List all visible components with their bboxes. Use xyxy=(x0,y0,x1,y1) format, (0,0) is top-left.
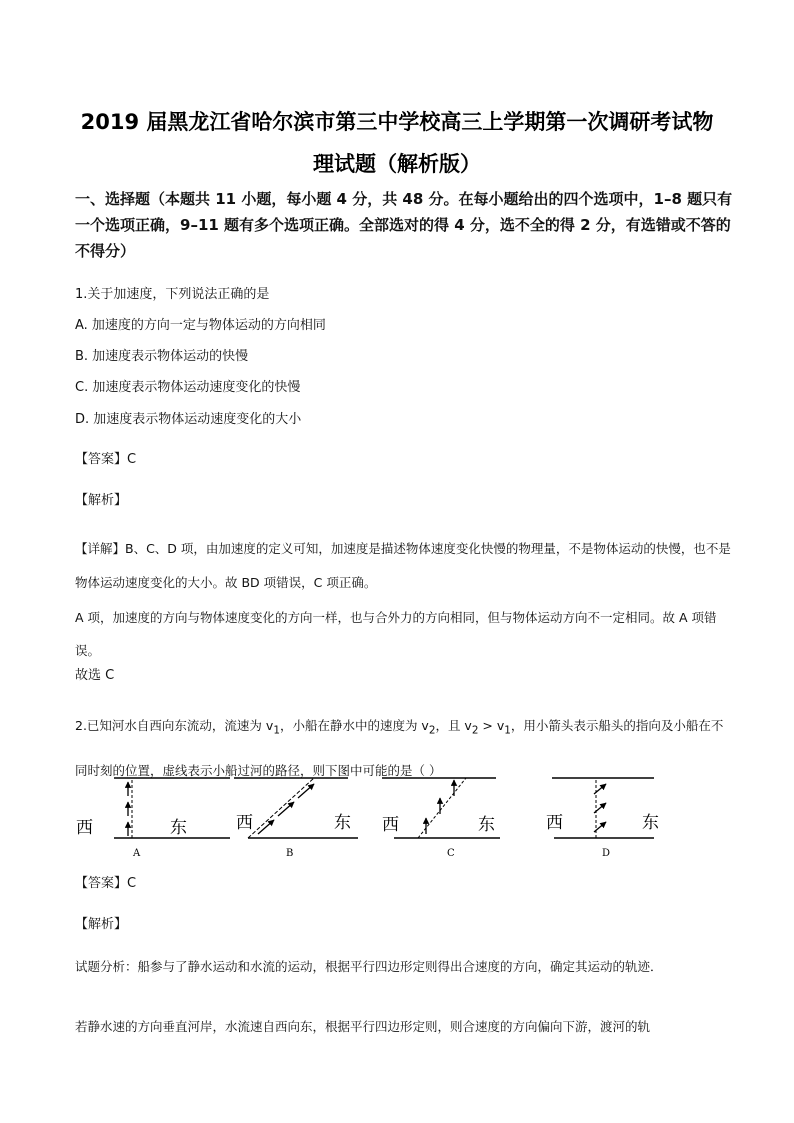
q1-conclusion: 故选 C xyxy=(75,668,115,683)
q1-option-c: C. 加速度表示物体运动速度变化的快慢 xyxy=(75,380,301,395)
section-header: 一、选择题（本题共 11 小题，每小题 4 分，共 48 分。在每小题给出的四个选项中，1–8 题只有一个选项正确，9–11 题有多个选项正确。全部选对的得 4 分，选不全的得 2 分，有选错或不答的不得分） xyxy=(75,190,733,260)
east-label: 东 xyxy=(334,813,351,833)
q1-detail-1: 【详解】B、C、D 项，由加速度的定义可知，加速度是描述物体速度变化快慢的物理量，不是物体运动的快慢，也不是物体运动速度变化的大小。故 BD 项错误，C 项正确。 xyxy=(75,541,731,590)
q2-answer: 【答案】C xyxy=(75,876,137,891)
diagram-panel-d xyxy=(546,778,659,859)
document-title-line-2: 理试题（解析版） xyxy=(313,152,481,176)
east-label: 东 xyxy=(170,818,187,838)
west-label: 西 xyxy=(546,813,563,833)
q1-answer: 【答案】C xyxy=(75,452,137,467)
river-crossing-diagrams xyxy=(70,770,670,865)
diagram-panel-a xyxy=(76,778,230,859)
west-label: 西 xyxy=(76,818,93,838)
q2-stem-part: ，且 v xyxy=(435,718,472,733)
q2-analysis-1: 试题分析：船参与了静水运动和水流的运动，根据平行四边形定则得出合速度的方向，确定其运动的轨迹． xyxy=(75,959,663,974)
document-title-line-1: 2019 届黑龙江省哈尔滨市第三中学校高三上学期第一次调研考试物 xyxy=(80,110,714,134)
q2-stem-part: 2.已知河水自西向东流动，流速为 v xyxy=(75,718,274,733)
q2-sub: 1 xyxy=(504,724,511,737)
q1-option-b: B. 加速度表示物体运动的快慢 xyxy=(75,349,249,364)
q2-sub: 2 xyxy=(428,724,436,737)
panel-label-a: A xyxy=(133,848,141,859)
panel-label-d: D xyxy=(602,848,611,859)
east-label: 东 xyxy=(478,815,495,835)
q2-analysis-label: 【解析】 xyxy=(75,917,128,932)
q2-stem-part: > v xyxy=(478,718,505,733)
west-label: 西 xyxy=(382,815,399,835)
q2-analysis-2: 若静水速的方向垂直河岸，水流速自西向东，根据平行四边形定则，则合速度的方向偏向下游，渡河的轨 xyxy=(75,1019,651,1034)
q2-sub: 1 xyxy=(273,724,280,737)
east-label: 东 xyxy=(642,813,659,833)
q2-sub: 2 xyxy=(471,724,479,737)
q1-analysis-label: 【解析】 xyxy=(75,493,128,508)
q1-option-a: A. 加速度的方向一定与物体运动的方向相同 xyxy=(75,318,326,333)
diagram-panel-b xyxy=(234,778,358,859)
panel-label-c: C xyxy=(447,848,455,859)
q2-stem-part: ，小船在静水中的速度为 v xyxy=(279,718,429,733)
diagram-panel-c xyxy=(382,778,500,859)
q2-stem-part: ，用小箭头表示船头的指向及小船在不同时刻的位置，虚线表示小船过河的路径，则下图中可能的是（ ） xyxy=(75,718,724,778)
q1-option-d: D. 加速度表示物体运动速度变化的大小 xyxy=(75,412,302,427)
west-label: 西 xyxy=(236,813,253,833)
q1-stem: 1.关于加速度，下列说法正确的是 xyxy=(75,287,270,302)
panel-label-b: B xyxy=(286,848,294,859)
q1-detail-2: A 项，加速度的方向与物体速度变化的方向一样，也与合外力的方向相同，但与物体运动方向不一定相同。故 A 项错误。 xyxy=(75,610,717,658)
